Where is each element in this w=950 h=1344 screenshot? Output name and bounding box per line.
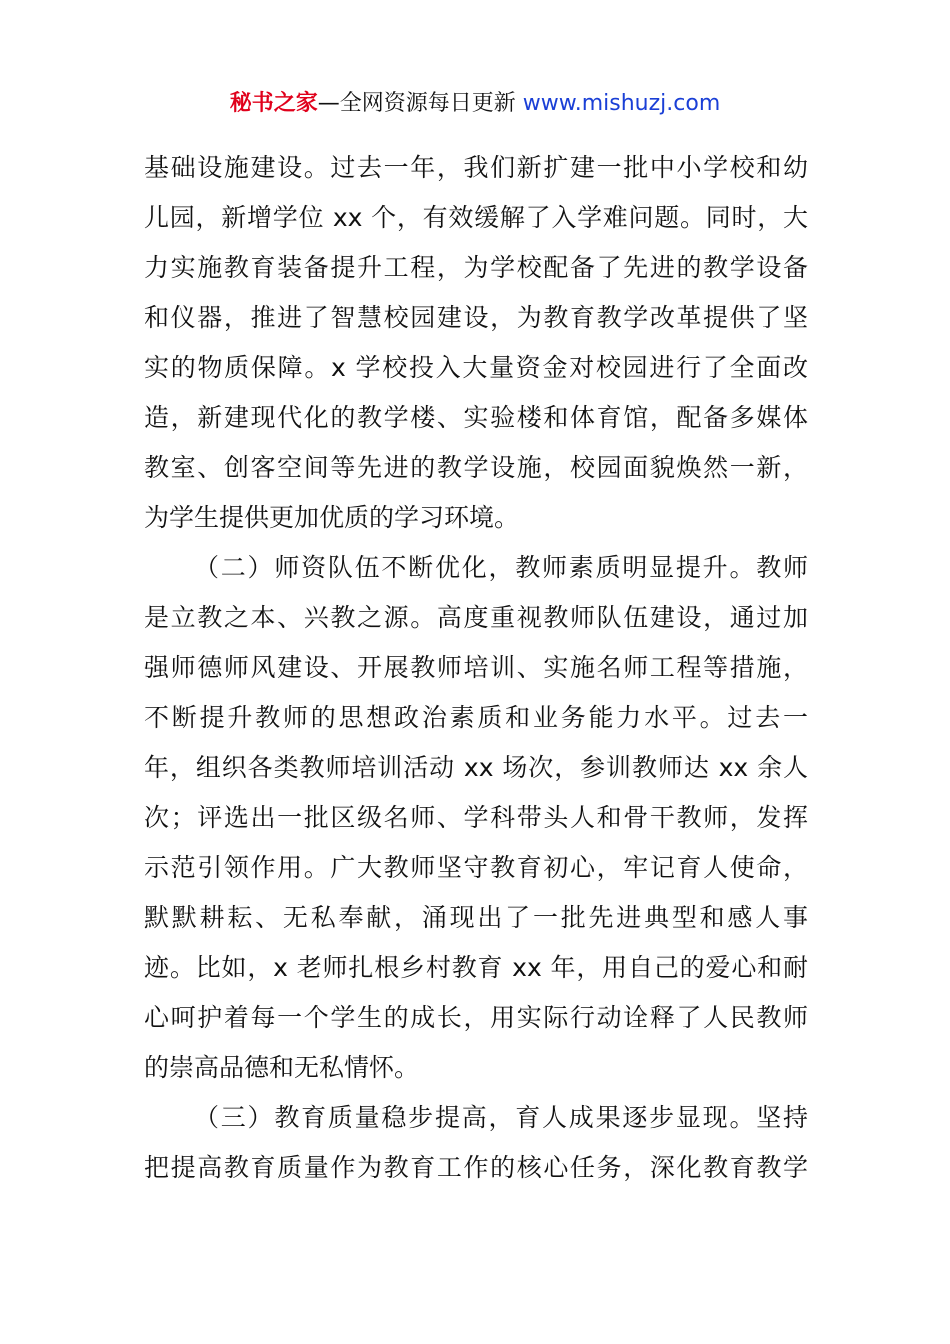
text-line: 基础设施建设。过去一年，我们新扩建一批中小学校和幼 xyxy=(144,153,808,182)
text-line: 的崇高品德和无私情怀。 xyxy=(144,1053,420,1082)
brand-name: 秘书之家 xyxy=(229,91,318,116)
text-line: 迹。比如，x 老师扎根乡村教育 xx 年，用自己的爱心和耐 xyxy=(144,953,808,982)
text-line: 心呵护着每一个学生的成长，用实际行动诠释了人民教师 xyxy=(144,1003,808,1032)
paragraph xyxy=(144,143,808,543)
site-url-link[interactable]: www.mishuzj.com xyxy=(522,91,721,116)
text-line: 为学生提供更加优质的学习环境。 xyxy=(144,503,520,532)
text-line: 次；评选出一批区级名师、学科带头人和骨干教师，发挥 xyxy=(144,803,808,832)
text-line: 实的物质保障。x 学校投入大量资金对校园进行了全面改 xyxy=(144,353,808,382)
text-line: 强师德师风建设、开展教师培训、实施名师工程等措施， xyxy=(144,653,808,682)
page-header xyxy=(0,88,950,120)
text-line: 和仪器，推进了智慧校园建设，为教育教学改革提供了坚 xyxy=(144,303,808,332)
text-line: 年，组织各类教师培训活动 xx 场次，参训教师达 xx 余人 xyxy=(144,753,808,782)
text-line: 是立教之本、兴教之源。高度重视教师队伍建设，通过加 xyxy=(144,603,808,632)
document-body xyxy=(144,143,808,1193)
header-tagline: —全网资源每日更新 xyxy=(317,91,523,116)
text-line: 把提高教育质量作为教育工作的核心任务，深化教育教学 xyxy=(144,1153,808,1182)
paragraph xyxy=(144,1093,808,1193)
text-line: 教室、创客空间等先进的教学设施，校园面貌焕然一新， xyxy=(144,453,808,482)
text-line: （三）教育质量稳步提高，育人成果逐步显现。坚持 xyxy=(194,1103,808,1132)
text-line: 造，新建现代化的教学楼、实验楼和体育馆，配备多媒体 xyxy=(144,403,808,432)
text-line: 力实施教育装备提升工程，为学校配备了先进的教学设备 xyxy=(144,253,808,282)
text-line: （二）师资队伍不断优化，教师素质明显提升。教师 xyxy=(194,553,808,582)
text-line: 示范引领作用。广大教师坚守教育初心，牢记育人使命， xyxy=(144,853,808,882)
text-line: 儿园，新增学位 xx 个，有效缓解了入学难问题。同时，大 xyxy=(144,203,808,232)
paragraph xyxy=(144,543,808,1093)
text-line: 不断提升教师的思想政治素质和业务能力水平。过去一 xyxy=(144,703,808,732)
text-line: 默默耕耘、无私奉献，涌现出了一批先进典型和感人事 xyxy=(144,903,808,932)
